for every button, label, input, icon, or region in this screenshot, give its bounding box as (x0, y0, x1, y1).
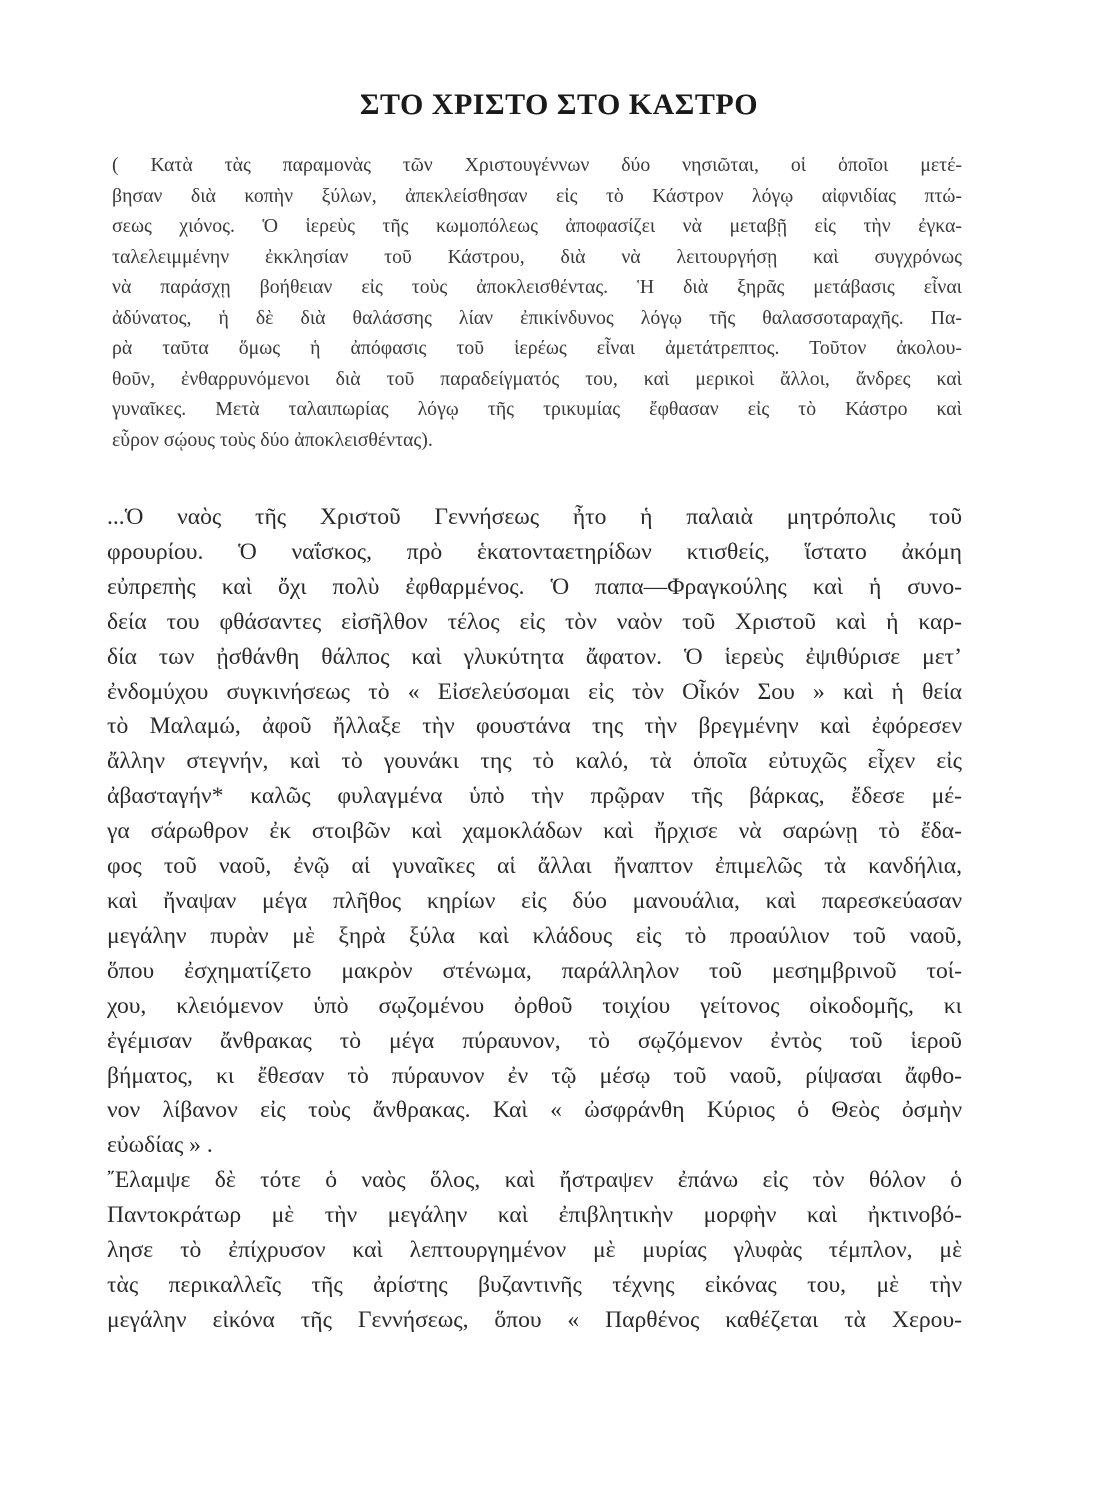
body-line: ῎Ελαμψε δὲ τότε ὁ ναὸς ὅλος, καὶ ἤστραψεν ἐπάνω εἰς τὸν θόλον ὁ (107, 1167, 962, 1194)
body-line: εὐωδίας » . (107, 1132, 213, 1159)
body-line: δία των ᾐσθάνθη θάλπος καὶ γλυκύτητα ἄφατον. Ὁ ἱερεὺς ἐψιθύρισε μετ’ (107, 643, 962, 670)
intro-line: ἀδύνατος, ἡ δὲ διὰ θαλάσσης λίαν ἐπικίνδυνος λόγῳ τῆς θαλασσοταραχῆς. Πα- (112, 306, 962, 329)
body-line: βήματος, κι ἔθεσαν τὸ πύραυνον ἐν τῷ μέσῳ τοῦ ναοῦ, ρίψασαι ἄφθο- (107, 1062, 962, 1089)
body-line: ἐνδομύχου συγκινήσεως τὸ « Εἰσελεύσομαι εἰς τὸν Οἶκόν Σου » καὶ ἡ θεία (107, 678, 962, 705)
page-title: ΣΤΟ ΧΡΙΣΤΟ ΣΤΟ ΚΑΣΤΡΟ (359, 88, 759, 121)
intro-line: βησαν διὰ κοπὴν ξύλων, ἀπεκλείσθησαν εἰς τὸ Κάστρον λόγῳ αἰφνιδίας πτώ- (112, 184, 962, 207)
intro-line: ( Κατὰ τὰς παραμονὰς τῶν Χριστουγέννων δύο νησιῶται, οἱ ὁποῖοι μετέ- (112, 154, 962, 176)
intro-summary (112, 150, 962, 455)
body-line: εὐπρεπὴς καὶ ὄχι πολὺ ἐφθαρμένος. Ὁ παπα—Φραγκούλης καὶ ἡ συνο- (107, 573, 962, 600)
body-line: ἀβασταγήν* καλῶς φυλαγμένα ὑπὸ τὴν πρῷραν τῆς βάρκας, ἔδεσε μέ- (107, 783, 962, 810)
intro-line: ρὰ ταῦτα ὅμως ἡ ἀπόφασις τοῦ ἱερέως εἶναι ἀμετάτρεπτος. Τοῦτον ἀκολου- (112, 337, 962, 359)
body-line: τὰς περικαλλεῖς τῆς ἀρίστης βυζαντινῆς τέχνης εἰκόνας του, μὲ τὴν (107, 1271, 962, 1298)
body-line: φρουρίου. Ὁ ναΐσκος, πρὸ ἑκατονταετηρίδων κτισθείς, ἵστατο ἀκόμη (107, 538, 962, 565)
body-line: ...Ὁ ναὸς τῆς Χριστοῦ Γεννήσεως ἦτο ἡ παλαιὰ μητρόπολις τοῦ (107, 504, 962, 530)
intro-line: εὗρον σῴους τοὺς δύο ἀποκλεισθέντας). (112, 428, 433, 451)
intro-line: θοῦν, ἐνθαρρυνόμενοι διὰ τοῦ παραδείγματός του, καὶ μερικοὶ ἄλλοι, ἄνδρες καὶ (112, 367, 962, 390)
body-line: φος τοῦ ναοῦ, ἐνῷ αἱ γυναῖκες αἱ ἄλλαι ἤναπτον ἐπιμελῶς τὰ κανδήλια, (107, 853, 962, 880)
body-line: λησε τὸ ἐπίχρυσον καὶ λεπτουργημένον μὲ μυρίας γλυφὰς τέμπλον, μὲ (107, 1237, 962, 1264)
body-line: μεγάλην εἰκόνα τῆς Γεννήσεως, ὅπου « Παρθένος καθέζεται τὰ Χερου- (107, 1306, 962, 1333)
intro-line: γυναῖκες. Μετὰ ταλαιπωρίας λόγῳ τῆς τρικυμίας ἔφθασαν εἰς τὸ Κάστρο καὶ (112, 398, 962, 420)
body-line: καὶ ἤναψαν μέγα πλῆθος κηρίων εἰς δύο μανουάλια, καὶ παρεσκεύασαν (107, 887, 962, 914)
intro-line: σεως χιόνος. Ὁ ἱερεὺς τῆς κωμοπόλεως ἀποφασίζει νὰ μεταβῇ εἰς τὴν ἐγκα- (112, 215, 962, 237)
body-line: χου, κλειόμενον ὑπὸ σῳζομένου ὀρθοῦ τοιχίου γείτονος οἰκοδομῆς, κι (107, 992, 962, 1019)
body-line: ἄλλην στεγνήν, καὶ τὸ γουνάκι της τὸ καλό, τὰ ὁποῖα εὐτυχῶς εἶχεν εἰς (107, 748, 962, 775)
body-line: ὅπου ἐσχηματίζετο μακρὸν στένωμα, παράλληλον τοῦ μεσημβρινοῦ τοί- (107, 957, 962, 984)
intro-line: νὰ παράσχῃ βοήθειαν εἰς τοὺς ἀποκλεισθέντας. Ἡ διὰ ξηρᾶς μετάβασις εἶναι (112, 276, 962, 298)
body-line: δεία του φθάσαντες εἰσῆλθον τέλος εἰς τὸν ναὸν τοῦ Χριστοῦ καὶ ἡ καρ- (107, 608, 962, 635)
body-line: Παντοκράτωρ μὲ τὴν μεγάλην καὶ ἐπιβλητικὴν μορφὴν καὶ ἠκτινοβό- (107, 1202, 962, 1229)
body-line: γα σάρωθρον ἐκ στοιβῶν καὶ χαμοκλάδων καὶ ἤρχισε νὰ σαρώνῃ τὸ ἔδα- (107, 818, 962, 845)
body-line: ἐγέμισαν ἄνθρακας τὸ μέγα πύραυνον, τὸ σῳζόμενον ἐντὸς τοῦ ἱεροῦ (107, 1027, 962, 1054)
body-line: μεγάλην πυρὰν μὲ ξηρὰ ξύλα καὶ κλάδους εἰς τὸ προαύλιον τοῦ ναοῦ, (107, 922, 962, 949)
body-line: νον λίβανον εἰς τοὺς ἄνθρακας. Καὶ « ὠσφράνθη Κύριος ὁ Θεὸς ὀσμὴν (107, 1097, 962, 1124)
intro-line: ταλελειμμένην ἐκκλησίαν τοῦ Κάστρου, διὰ νὰ λειτουργήσῃ καὶ συγχρόνως (112, 245, 962, 268)
body-text (107, 500, 962, 1338)
body-line: τὸ Μαλαμώ, ἀφοῦ ἤλλαξε τὴν φουστάνα της τὴν βρεγμένην καὶ ἐφόρεσεν (107, 713, 962, 740)
